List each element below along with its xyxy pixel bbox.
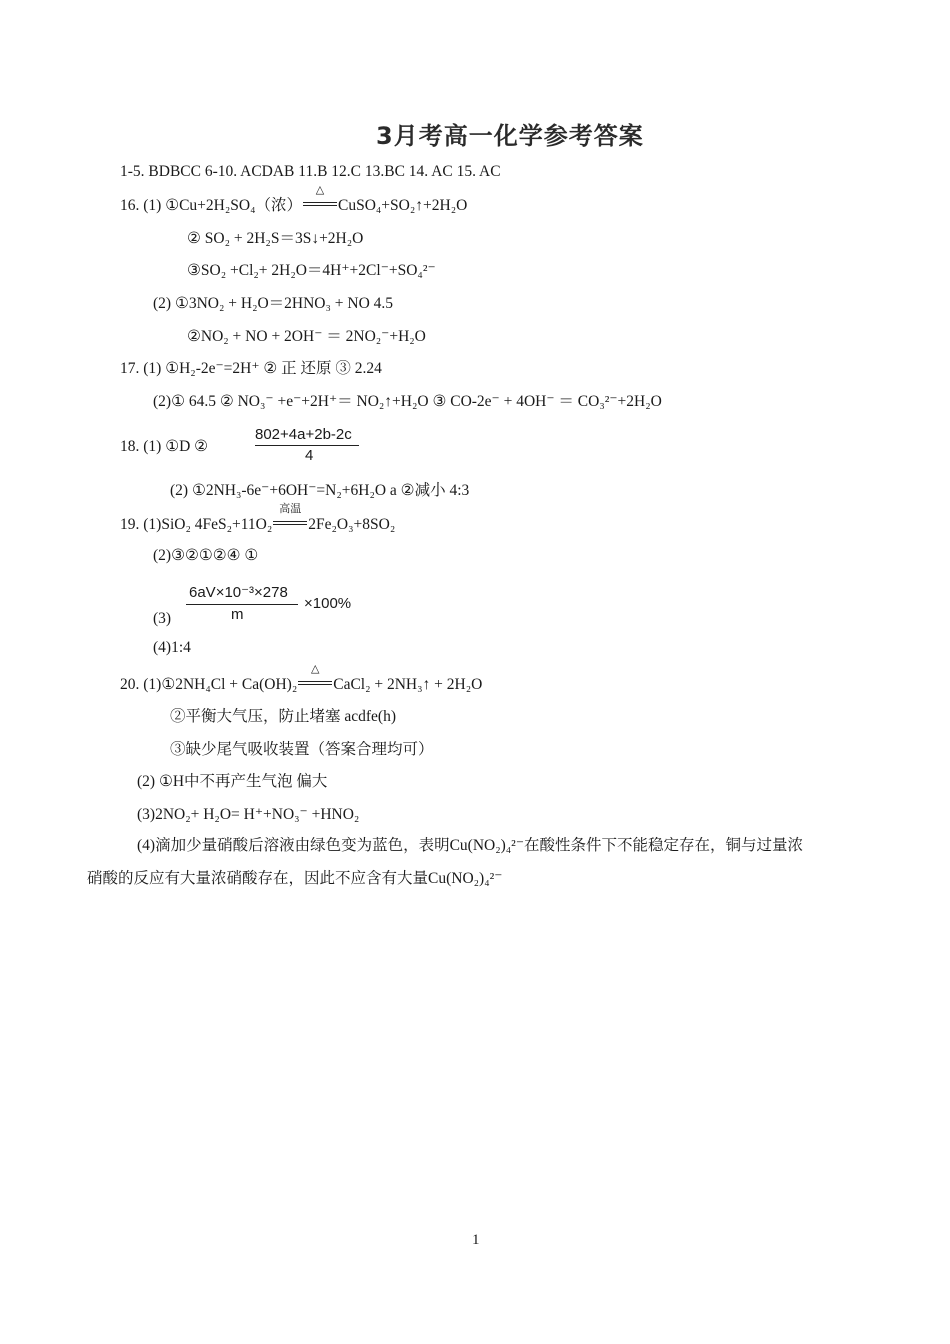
q17-line-2: (2)① 64.5 ② NO₃⁻ +e⁻+2H⁺＝ NO₂↑+H₂O ③ CO-2e⁻ + 4OH⁻ ＝ CO₃²⁻+2H₂O	[153, 393, 662, 410]
high-temp-equals-sign	[272, 503, 308, 535]
q20-line-3: ③缺少尾气吸收装置（答案合理均可）	[170, 741, 434, 758]
q16-line-2: ② SO₂ + 2H₂S＝3S↓+2H₂O	[187, 230, 364, 247]
q19-products: 2Fe₂O₃+8SO₂	[308, 516, 396, 533]
q20-line-2: ②平衡大气压，防止堵塞 acdfe(h)	[170, 708, 396, 725]
q18-fraction	[255, 426, 359, 466]
q16-line-3: ③SO₂ +Cl₂+ 2H₂O＝4H⁺+2Cl⁻+SO₄²⁻	[187, 262, 436, 279]
q18-line-1: 18. (1) ①D ②	[120, 438, 209, 455]
heat-condition: △	[315, 184, 325, 196]
q20-reactants: 20. (1)①2NH₄Cl + Ca(OH)₂	[120, 676, 298, 693]
heat-equals-sign-2	[297, 663, 333, 695]
multiple-choice-answers: 1-5. BDBCC 6-10. ACDAB 11.B 12.C 13.BC 14. AC 15. AC	[120, 163, 501, 180]
q18-line-2: (2) ①2NH₃-6e⁻+6OH⁻=N₂+6H₂O a ②减小 4:3	[170, 482, 470, 499]
q19-reactants: 19. (1)SiO₂ 4FeS₂+11O₂	[120, 516, 273, 533]
page-title: 3月考高一化学参考答案	[376, 122, 644, 150]
q17-line-1: 17. (1) ①H₂-2e⁻=2H⁺ ② 正 还原 ③ 2.24	[120, 360, 382, 377]
q19-line-1	[120, 503, 396, 535]
q16-reactants: 16. (1) ①Cu+2H₂SO₄（浓）	[120, 197, 302, 214]
heat-equals-sign	[302, 184, 338, 216]
heat-condition-2: △	[311, 663, 320, 675]
page-number: 1	[472, 1232, 480, 1248]
q18-fraction-numerator: 802+4a+2b-2c	[255, 426, 352, 443]
q16-line-4: (2) ①3NO₂ + H₂O＝2HNO₃ + NO 4.5	[153, 295, 394, 312]
q18-fraction-denominator: 4	[305, 447, 314, 464]
q20-line-5: (3)2NO₂+ H₂O= H⁺+NO₃⁻ +HNO₂	[137, 806, 360, 823]
high-temp-condition: 高温	[279, 503, 302, 515]
q19-fraction-numerator: 6aV×10⁻³×278	[189, 584, 288, 601]
q20-line-1	[120, 663, 483, 695]
q19-line-3-label: (3)	[153, 610, 172, 627]
q20-products: CaCl₂ + 2NH₃↑ + 2H₂O	[333, 676, 483, 693]
q19-fraction-denominator: m	[231, 606, 244, 623]
q19-fraction-suffix: ×100%	[304, 595, 352, 612]
q19-fraction	[186, 583, 366, 625]
q16-line-1	[120, 184, 468, 216]
q19-line-2: (2)③②①②④ ①	[153, 547, 259, 564]
q20-line-7: 硝酸的反应有大量浓硝酸存在，因此不应含有大量Cu(NO₂)₄²⁻	[87, 870, 503, 887]
q16-products: CuSO₄+SO₂↑+2H₂O	[338, 197, 468, 214]
q20-line-4: (2) ①H中不再产生气泡 偏大	[137, 773, 328, 790]
q19-line-4: (4)1:4	[153, 639, 191, 656]
q20-line-6: (4)滴加少量硝酸后溶液由绿色变为蓝色，表明Cu(NO₂)₄²⁻在酸性条件下不能稳定存在，铜与过量浓	[137, 837, 804, 854]
q16-line-5: ②NO₂ + NO + 2OH⁻ ＝ 2NO₂⁻+H₂O	[187, 328, 426, 345]
